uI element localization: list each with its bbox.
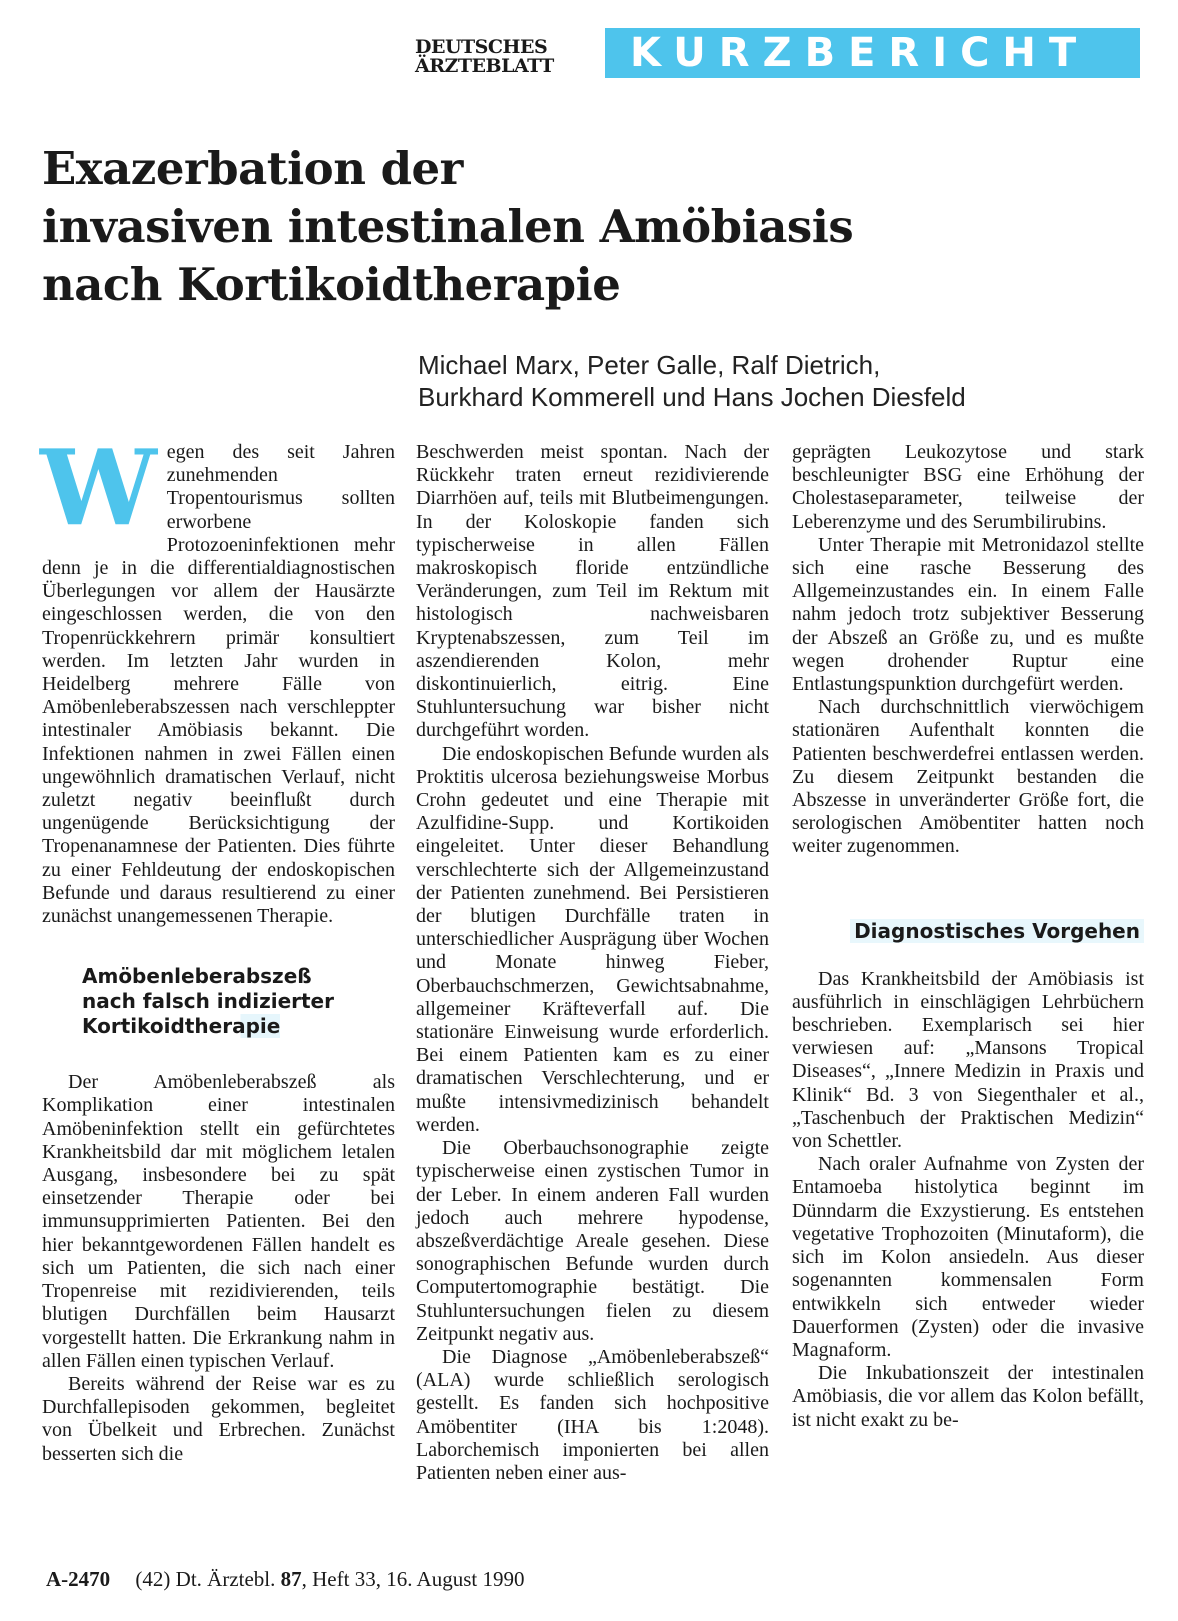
citation-prefix: (42) Dt. Ärztebl. bbox=[135, 1567, 276, 1591]
body-paragraph: Beschwerden meist spontan. Nach der Rückkehr traten erneut rezidivierende Diarrhöen auf, teils mit Blutbeimengungen. In der Koloskopie fanden sich typischerweise in allen Fällen makroskopisch floride entzündliche Veränderungen, zum Teil im Rektum mit histologisch nachweisbaren Kryptenabszessen, zum Teil im aszendierenden Kolon, mehr diskontinuierlich, eitrig. Eine Stuhluntersuchung war bisher nicht durchgeführt worden. bbox=[416, 441, 769, 742]
intro-paragraph: egen des seit Jahren zunehmenden Tropentourismus sollten erworbene Protozoeninfektionen mehr denn je in die differentialdiagnostischen Überlegungen vor allem der Hausärzte eingeschlossen werden, die von den Tropenrückkehrern primär konsultiert werden. Im letzten Jahr wurden in Heidelberg mehrere Fälle von Amöbenleberabszessen nach verschleppter intestinaler Amöbiasis bekannt. Die Infektionen nahmen in zwei Fällen einen ungewöhnlich dramatischen Verlauf, nicht zuletzt negativ beeinflußt durch ungenügende Berücksichtigung der Tropenanamnese der Patienten. Dies führte zu einer Fehldeutung der endoskopischen Befunde und daraus resultierend zu einer zunächst unangemessenen Therapie. bbox=[42, 441, 395, 928]
title-line1: Exazerbation der bbox=[42, 142, 463, 195]
body-paragraph: Der Amöbenleberabszeß als Komplikation einer intestinalen Amöbeninfektion stellt ein gefürchtetes Krankheitsbild dar mit möglichem letalen Ausgang, insbesondere bei zu spät einsetzender Therapie oder bei immunsupprimierten Patienten. Bei den hier bekanntgewordenen Fällen handelt es sich um Patienten, die sich nach einer Tropenreise mit rezidivierenden, teils blutigen Durchfällen beim Hausarzt vorgestellt hatten. Die Erkrankung nahm in allen Fällen einen typischen Verlauf. bbox=[42, 1071, 395, 1372]
column-3 bbox=[792, 441, 1144, 1432]
body-paragraph: Das Krankheitsbild der Amöbiasis ist ausführlich in einschlägigen Lehrbüchern beschrieben. Exemplarisch sei hier verwiesen auf: „Mansons Tropical Diseases“, „Innere Medizin in Praxis und Klinik“ Bd. 3 von Siegenthaler et al., „Taschenbuch der Praktischen Medizin“ von Schettler. bbox=[792, 967, 1144, 1153]
heading-line1: Amöbenleberabszeß bbox=[82, 964, 312, 989]
citation-volume: 87 bbox=[280, 1567, 302, 1591]
body-paragraph: Die Diagnose „Amöbenleberabszeß“ (ALA) wurde schließlich serologisch gestellt. Es fanden sich hochpositive Amöbentiter (IHA bis 1:2048). Laborchemisch imponierten bei allen Patienten neben einer aus- bbox=[416, 1345, 769, 1484]
title-line3: nach Kortikoidtherapie bbox=[42, 258, 621, 311]
drop-cap: W bbox=[40, 426, 157, 549]
section-heading-abscess bbox=[42, 964, 395, 1039]
column-2 bbox=[416, 441, 769, 1485]
body-paragraph: Nach oraler Aufnahme von Zysten der Entamoeba histolytica beginnt im Dünndarm die Exzystierung. Es entstehen vegetative Trophozoiten (Minutaform), die sich im Kolon ansiedeln. Aus dieser sogenannten kommensalen Form entwikkeln sich entweder wieder Dauerformen (Zysten) oder die invasive Magnaform. bbox=[792, 1153, 1144, 1361]
article-title bbox=[42, 140, 1142, 314]
citation-suffix: , Heft 33, 16. August 1990 bbox=[301, 1567, 525, 1591]
heading-line3: Kortikoidtherapie bbox=[82, 1014, 281, 1039]
page-number: A-2470 bbox=[46, 1567, 116, 1591]
section-heading-diagnostics bbox=[792, 919, 1144, 944]
page-footer bbox=[46, 1567, 524, 1592]
column-1 bbox=[40, 426, 395, 1466]
body-paragraph: Nach durchschnittlich vierwöchigem stationären Aufenthalt konnten die Patienten beschwerdefrei entlassen werden. Zu diesem Zeitpunkt bestanden die Abszesse in unveränderter Größe fort, die serologischen Amöbentiter hatten noch weiter zugenommen. bbox=[792, 696, 1144, 858]
title-line2: invasiven intestinalen Amöbiasis bbox=[42, 200, 854, 253]
body-paragraph: Unter Therapie mit Metronidazol stellte sich eine rasche Besserung des Allgemeinzustandes ein. In einem Falle nahm jedoch trotz subjektiver Besserung der Abszeß an Größe zu, und es mußte wegen drohender Ruptur eine Entlastungspunktion durchgefürt werden. bbox=[792, 533, 1144, 696]
authors-line1: Michael Marx, Peter Galle, Ralf Dietrich, bbox=[418, 350, 881, 380]
body-paragraph: Die Inkubationszeit der intestinalen Amöbiasis, die vor allem das Kolon befällt, ist nicht exakt zu be- bbox=[792, 1362, 1144, 1431]
body-paragraph: geprägten Leukozytose und stark beschleunigter BSG eine Erhöhung der Cholestaseparameter, teilweise der Leberenzyme und des Serumbilirubins. bbox=[792, 441, 1144, 533]
section-banner: KURZBERICHT bbox=[605, 28, 1140, 78]
body-paragraph: Bereits während der Reise war es zu Durchfallepisoden gekommen, begleitet von Übelkeit und Erbrechen. Zunächst besserten sich die bbox=[42, 1372, 395, 1465]
heading-text: Diagnostisches Vorgehen bbox=[850, 919, 1144, 943]
body-paragraph: Die Oberbauchsonographie zeigte typischerweise einen zystischen Tumor in der Leber. In einem anderen Fall wurden jedoch auch mehrere hypodense, abszeßverdächtige Areale gesehen. Diese sonographischen Befunde wurden durch Computertomographie bestätigt. Die Stuhluntersuchungen fielen zu diesem Zeitpunkt negativ aus. bbox=[416, 1137, 769, 1345]
authors-line2: Burkhard Kommerell und Hans Jochen Diesfeld bbox=[418, 382, 966, 412]
masthead-line2: ÄRZTEBLATT bbox=[415, 55, 554, 77]
article-authors bbox=[418, 349, 1158, 413]
masthead-line1: DEUTSCHES bbox=[415, 36, 548, 58]
body-paragraph: Die endoskopischen Befunde wurden als Proktitis ulcerosa beziehungsweise Morbus Crohn gedeutet und eine Therapie mit Azulfidine-Supp. und Kortikoiden eingeleitet. Unter dieser Behandlung verschlechterte sich der Allgemeinzustand der Patienten zunehmend. Bei Persistieren der blutigen Durchfälle traten in unterschiedlicher Ausprägung über Wochen und Monate hinweg Fieber, Oberbauchschmerzen, Gewichtsabnahme, allgemeiner Kräfteverfall auf. Die stationäre Einweisung wurde erforderlich. Bei einem Patienten kam es zu einer dramatischen Verschlechterung, und er mußte intensivmedizinisch behandelt werden. bbox=[416, 742, 769, 1136]
heading-line2: nach falsch indizierter bbox=[82, 989, 334, 1014]
journal-masthead bbox=[415, 38, 575, 76]
